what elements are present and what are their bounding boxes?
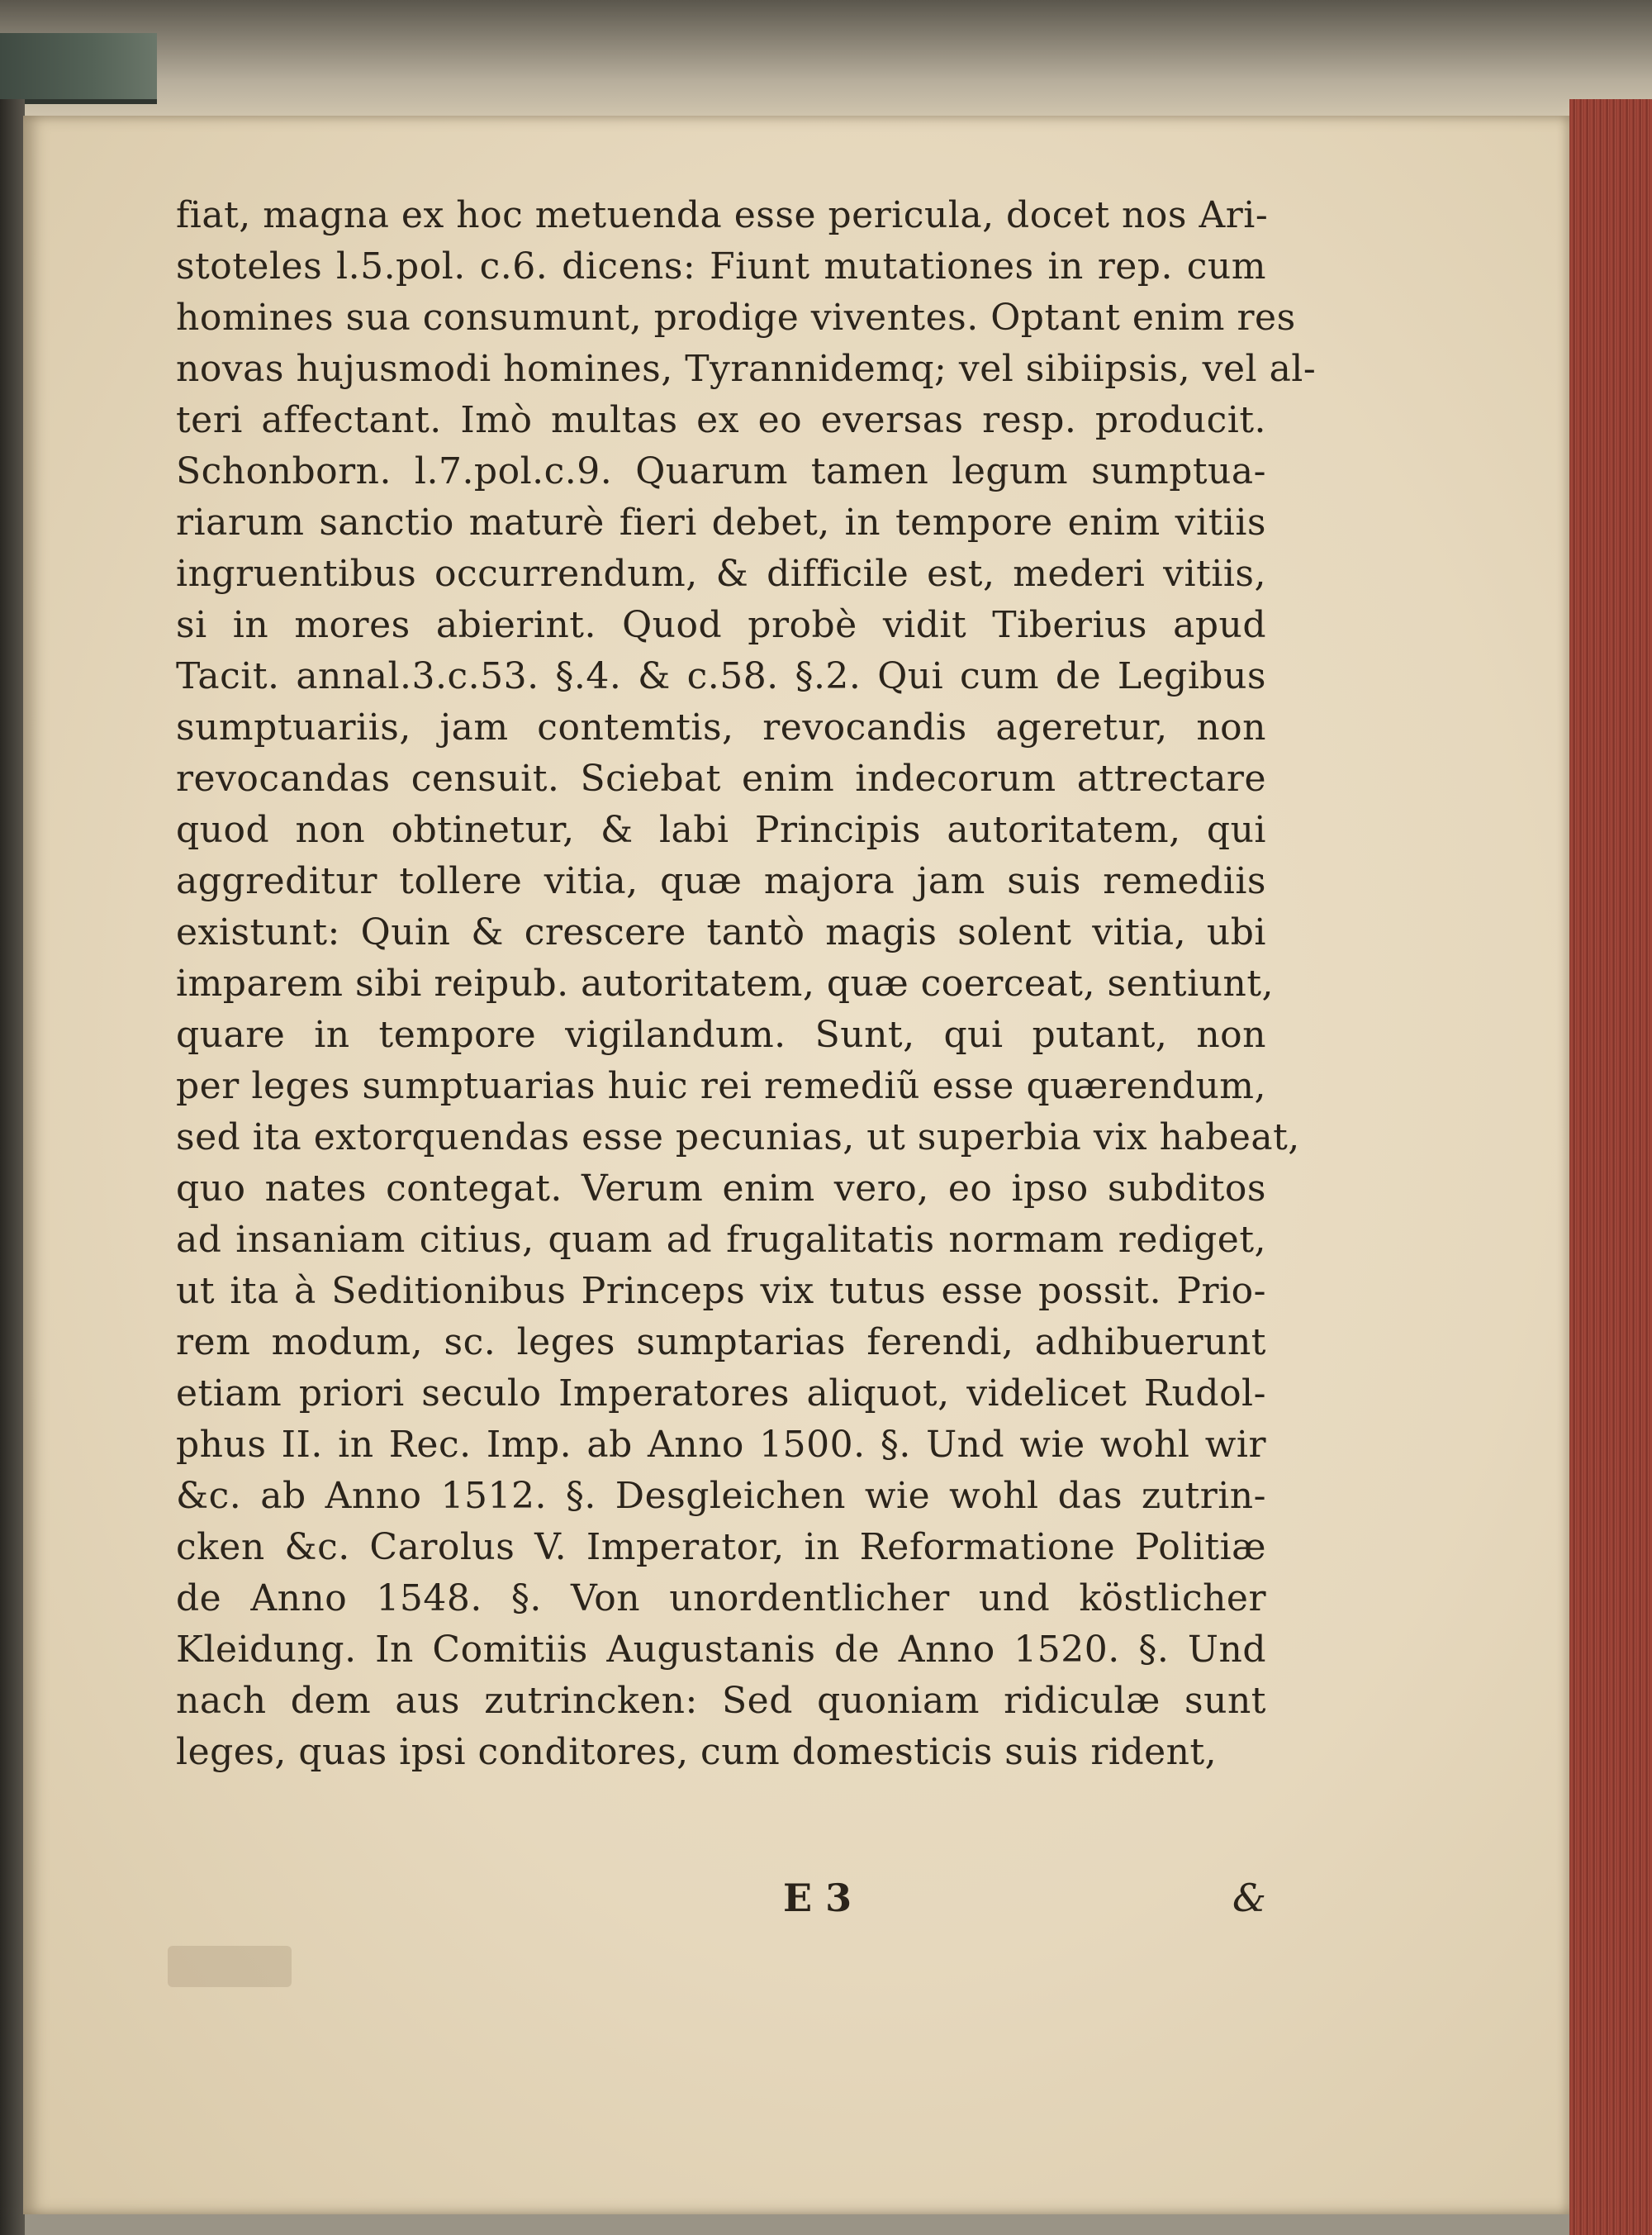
text-line: Schonborn. l.7.pol.c.9. Quarum tamen legum sumptua- [176, 450, 1266, 492]
text-line: novas hujusmodi homines, Tyrannidemq; vel sibiipsis, vel al- [176, 348, 1317, 390]
text-line: quod non obtinetur, & labi Principis autoritatem, qui [176, 809, 1266, 851]
text-line: aggreditur tollere vitia, quæ majora jam suis remediis [176, 860, 1266, 902]
text-line: de Anno 1548. §. Von unordentlicher und köstlicher [176, 1577, 1266, 1619]
text-line: per leges sumptuarias huic rei remediũ esse quærendum, [176, 1065, 1266, 1107]
text-line: revocandas censuit. Sciebat enim indecorum attrectare [176, 758, 1266, 800]
text-line: leges, quas ipsi conditores, cum domesticis suis rident, [176, 1731, 1218, 1773]
page-footer [176, 1876, 1266, 1933]
text-line: fiat, magna ex hoc metuenda esse pericula, docet nos Ari- [176, 194, 1269, 236]
text-line: ad insaniam citius, quam ad frugalitatis normam rediget, [176, 1219, 1266, 1261]
text-line: ingruentibus occurrendum, & difficile est, mederi vitiis, [176, 553, 1266, 595]
text-line: rem modum, sc. leges sumptarias ferendi, adhibuerunt [176, 1321, 1266, 1363]
text-line: riarum sanctio maturè fieri debet, in tempore enim vitiis [176, 502, 1266, 544]
text-line: existunt: Quin & crescere tantò magis solent vitia, ubi [176, 911, 1266, 953]
page-text-block [176, 190, 1317, 1778]
text-line: phus II. in Rec. Imp. ab Anno 1500. §. Und wie wohl wir [176, 1424, 1266, 1466]
text-line: cken &c. Carolus V. Imperator, in Reformatione Politiæ [176, 1526, 1266, 1568]
text-line: quare in tempore vigilandum. Sunt, qui putant, non [176, 1014, 1266, 1056]
text-line: ut ita à Seditionibus Princeps vix tutus esse possit. Prio- [176, 1270, 1266, 1312]
text-line: &c. ab Anno 1512. §. Desgleichen wie wohl das zutrin- [176, 1475, 1266, 1517]
text-line: nach dem aus zutrincken: Sed quoniam ridiculæ sunt [176, 1680, 1266, 1722]
book-gutter [0, 99, 25, 2235]
text-line: homines sua consumunt, prodige viventes. Optant enim res [176, 297, 1296, 339]
binding-top-strip [0, 0, 1652, 116]
text-line: teri affectant. Imò multas ex eo eversas resp. producit. [176, 399, 1266, 441]
page-edges [1569, 99, 1652, 2235]
text-line: imparem sibi reipub. autoritatem, quæ coerceat, sentiunt, [176, 963, 1274, 1005]
book-page [23, 116, 1569, 2214]
catchword: & [1232, 1876, 1266, 1920]
cover-cloth-corner [0, 33, 157, 104]
text-line: sed ita extorquendas esse pecunias, ut superbia vix habeat, [176, 1116, 1300, 1158]
signature-mark: E 3 [783, 1876, 852, 1920]
text-line: si in mores abierint. Quod probè vidit Tiberius apud [176, 604, 1266, 646]
text-line: Tacit. annal.3.c.53. §.4. & c.58. §.2. Qui cum de Legibus [176, 655, 1266, 697]
text-line: sumptuariis, jam contemtis, revocandis ageretur, non [176, 706, 1266, 749]
bleed-through-mark [168, 1946, 292, 1987]
text-line: etiam priori seculo Imperatores aliquot, videlicet Rudol- [176, 1372, 1266, 1415]
text-line: stoteles l.5.pol. c.6. dicens: Fiunt mutationes in rep. cum [176, 245, 1266, 288]
text-line: quo nates contegat. Verum enim vero, eo ipso subditos [176, 1167, 1266, 1210]
text-line: Kleidung. In Comitiis Augustanis de Anno 1520. §. Und [176, 1629, 1266, 1671]
